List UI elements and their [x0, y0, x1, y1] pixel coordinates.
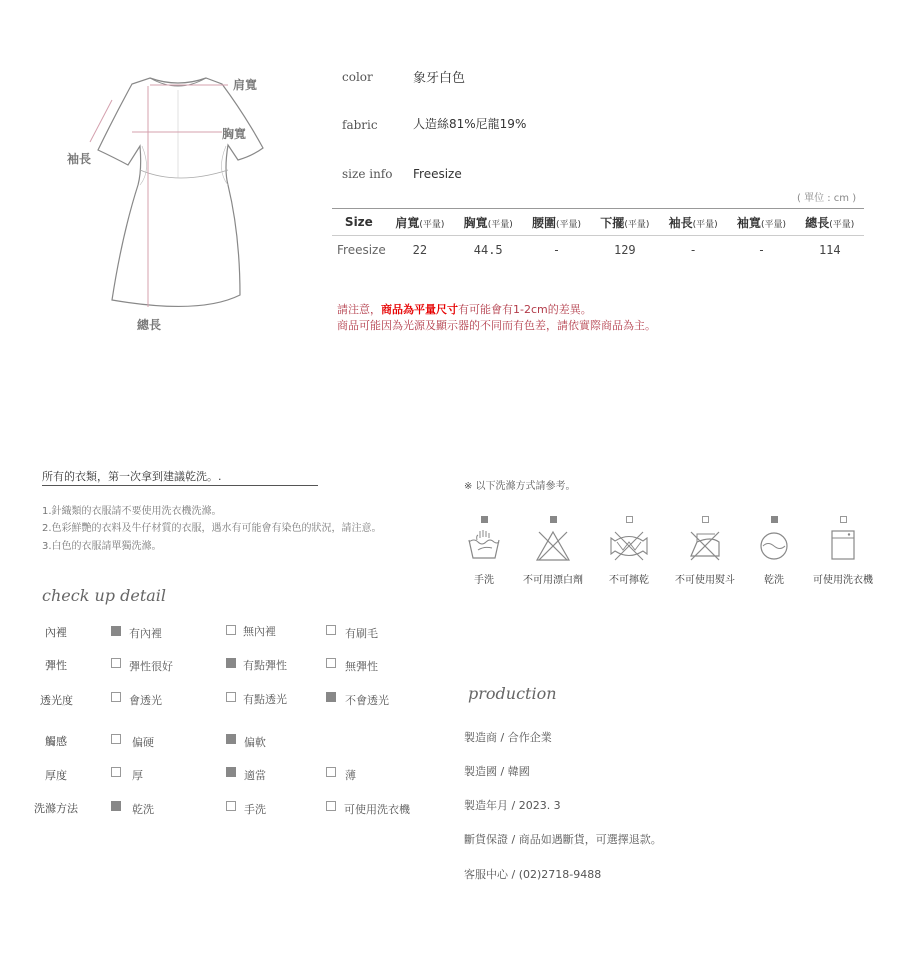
checkbox	[111, 658, 121, 668]
wash-label: 手洗	[474, 575, 494, 586]
production-line: 製造商 / 合作企業	[464, 731, 552, 744]
wash-checkbox	[840, 516, 847, 523]
wash-label: 不可使用熨斗	[675, 575, 735, 586]
checkbox-label: 有刷毛	[345, 627, 378, 640]
checkbox	[226, 658, 236, 668]
table-cell: 129	[613, 243, 636, 257]
checkbox-label: 有內裡	[129, 627, 162, 640]
wash-item-no-bleach	[518, 516, 588, 586]
dry-clean-icon	[756, 528, 792, 564]
care-line: 3.白色的衣服請單獨洗滌。	[42, 541, 162, 552]
table-row	[332, 236, 864, 265]
wash-checkbox	[771, 516, 778, 523]
wash-label: 可使用洗衣機	[813, 575, 873, 586]
checkbox-label: 薄	[345, 769, 356, 782]
care-title: 所有的衣類，第一次拿到建議乾洗。.	[42, 470, 222, 483]
checkbox	[111, 767, 121, 777]
unit-note: ( 單位 : cm )	[797, 193, 857, 204]
wash-checkbox	[702, 516, 709, 523]
checkbox-label: 不會透光	[345, 694, 389, 707]
wash-item-hand-wash	[464, 516, 504, 586]
table-cell: -	[757, 243, 766, 257]
checkbox	[226, 692, 236, 702]
no-iron-icon	[687, 528, 723, 564]
header-size: Size	[332, 209, 386, 236]
care-title-underline	[42, 485, 318, 486]
dress-diagram	[60, 60, 290, 350]
wash-item-no-iron	[668, 516, 742, 586]
hand-wash-icon	[466, 528, 502, 564]
checkbox	[226, 767, 236, 777]
checkbox	[111, 734, 121, 744]
size-table-header	[332, 209, 864, 236]
diagram-label-chest: 胸寬	[222, 127, 247, 141]
checkbox	[226, 625, 236, 635]
header-shoulder: 肩寬(平量)	[386, 209, 454, 236]
checkup-title: check up detail	[42, 586, 167, 605]
checkbox	[326, 658, 336, 668]
wash-checkbox	[626, 516, 633, 523]
color-value: 象牙白色	[413, 71, 466, 86]
checkbox-label: 手洗	[244, 803, 266, 816]
header-waist: 腰圍(平量)	[522, 209, 590, 236]
size-info-label: size info	[342, 167, 393, 181]
color-label: color	[342, 70, 373, 84]
size-table	[332, 208, 864, 264]
measurement-note: 請注意，商品為平量尺寸有可能會有1-2cm的差異。	[337, 303, 592, 316]
washing-machine-icon	[825, 528, 861, 564]
checkup-label-thickness: 厚度	[45, 769, 67, 782]
checkbox-label: 偏硬	[132, 736, 154, 749]
checkbox	[226, 801, 236, 811]
table-cell: -	[689, 243, 697, 257]
diagram-label-length: 總長	[137, 318, 162, 332]
checkbox	[111, 626, 121, 636]
wash-item-washing-machine	[806, 516, 880, 586]
diagram-label-sleeve: 袖長	[67, 152, 92, 166]
checkbox-label: 有點透光	[243, 693, 287, 706]
checkbox	[111, 692, 121, 702]
checkbox	[326, 692, 336, 702]
wash-item-dry-clean	[754, 516, 794, 586]
checkup-label-touch: 觸感	[45, 735, 67, 748]
checkup-label-wash-method: 洗滌方法	[34, 802, 78, 815]
no-wring-icon	[609, 528, 649, 564]
table-cell: 114	[818, 243, 841, 257]
checkup-label-lining: 內裡	[45, 626, 67, 639]
checkbox-label: 會透光	[129, 694, 162, 707]
checkbox-label: 彈性很好	[129, 660, 173, 673]
checkbox-label: 無內裡	[243, 625, 276, 638]
checkbox-label: 可使用洗衣機	[344, 803, 410, 816]
table-cell: Freesize	[337, 243, 386, 257]
diagram-label-shoulder: 肩寬	[233, 78, 258, 92]
header-total-length: 總長(平量)	[796, 209, 864, 236]
wash-label: 不可用漂白劑	[523, 575, 583, 586]
checkbox-label: 乾洗	[132, 803, 154, 816]
wash-label: 乾洗	[764, 575, 784, 586]
care-line: 2.色彩鮮艷的衣料及牛仔材質的衣服，遇水有可能會有染色的狀況，請注意。	[42, 523, 382, 534]
table-cell: 22	[412, 243, 428, 257]
production-line: 製造年月 / 2023. 3	[464, 799, 561, 812]
wash-checkbox	[550, 516, 557, 523]
checkbox-label: 有點彈性	[243, 659, 287, 672]
wash-title: ※ 以下洗滌方式請參考。	[464, 481, 576, 492]
table-cell: 44.5	[473, 243, 503, 257]
checkbox-label: 厚	[132, 769, 143, 782]
checkbox-label: 適當	[244, 769, 266, 782]
fabric-value: 人造絲81%尼龍19%	[413, 117, 527, 131]
checkup-label-elasticity: 彈性	[45, 659, 67, 672]
checkbox	[111, 801, 121, 811]
wash-label: 不可擰乾	[609, 575, 649, 586]
checkbox	[326, 801, 336, 811]
checkbox	[326, 625, 336, 635]
checkup-label-transparency: 透光度	[40, 694, 73, 707]
size-info-value: Freesize	[413, 167, 462, 181]
care-line: 1.針織類的衣服請不要使用洗衣機洗滌。	[42, 506, 222, 517]
header-hem: 下擺(平量)	[591, 209, 659, 236]
checkbox-label: 偏軟	[244, 736, 266, 749]
header-sleeve-length: 袖長(平量)	[659, 209, 727, 236]
production-title: production	[468, 684, 557, 703]
color-note: 商品可能因為光源及顯示器的不同而有色差，請依實際商品為主。	[337, 319, 656, 332]
no-bleach-icon	[535, 528, 571, 564]
production-line: 斷貨保證 / 商品如遇斷貨，可選擇退款。	[464, 833, 662, 846]
checkbox	[226, 734, 236, 744]
header-chest: 胸寬(平量)	[454, 209, 522, 236]
production-line: 製造國 / 韓國	[464, 765, 530, 778]
header-sleeve-width: 袖寬(平量)	[727, 209, 795, 236]
production-line: 客服中心 / (02)2718-9488	[464, 868, 602, 881]
checkbox-label: 無彈性	[345, 660, 378, 673]
checkbox	[326, 767, 336, 777]
wash-item-no-wring	[604, 516, 654, 586]
fabric-label: fabric	[342, 118, 378, 132]
table-cell: -	[552, 243, 561, 257]
wash-checkbox	[481, 516, 488, 523]
